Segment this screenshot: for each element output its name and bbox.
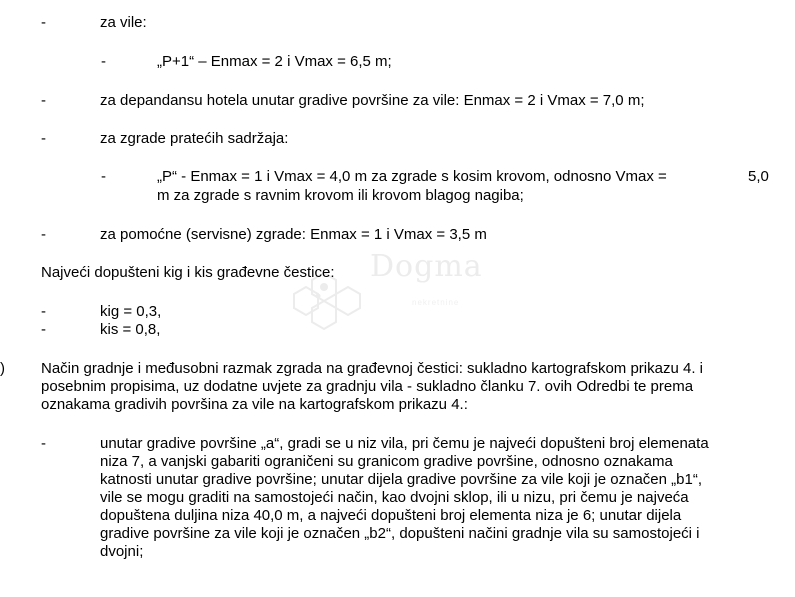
- line-p-zgrade-cont: m za zgrade s ravnim krovom ili krovom blagog nagiba;: [157, 187, 524, 204]
- line-p-zgrade-value: 5,0: [748, 168, 769, 185]
- bullet-text-line: dvojni;: [100, 543, 144, 560]
- line-depandansa: za depandansu hotela unutar gradive površine za vile: Enmax = 2 i Vmax = 7,0 m;: [100, 92, 645, 109]
- bullet: -: [41, 130, 46, 147]
- line-vile: za vile:: [100, 14, 147, 31]
- bullet-text-line: unutar gradive površine „a“, gradi se u niz vila, pri čemu je najveći dopušteni broj elemenata: [100, 435, 709, 452]
- paragraph-line: Način gradnje i međusobni razmak zgrada na građevnoj čestici: sukladno kartografskom prikazu 4. i: [41, 360, 703, 377]
- line-kig: kig = 0,3,: [100, 303, 162, 320]
- paragraph-line: oznakama gradivih površina za vile na kartografskom prikazu 4.:: [41, 396, 468, 413]
- line-kig-kis-heading: Najveći dopušteni kig i kis građevne čestice:: [41, 264, 335, 281]
- bullet: -: [41, 14, 46, 31]
- bullet-text-line: niza 7, a vanjski gabariti ograničeni su granicom gradive površine, odnosno oznakama: [100, 453, 673, 470]
- bullet: -: [41, 303, 46, 320]
- paragraph-marker: ): [0, 360, 5, 377]
- bullet: -: [41, 92, 46, 109]
- bullet: -: [101, 53, 106, 70]
- line-p1-vile: „P+1“ – Enmax = 2 i Vmax = 6,5 m;: [157, 53, 392, 70]
- bullet: -: [41, 321, 46, 338]
- line-p-zgrade: „P“ - Enmax = 1 i Vmax = 4,0 m za zgrade s kosim krovom, odnosno Vmax =: [157, 168, 667, 185]
- bullet-text-line: gradive površine za vile koji je označen „b2“, dopušteni načini gradnje vila su samostojeći i: [100, 525, 700, 542]
- line-prateci-sadrzaji: za zgrade pratećih sadržaja:: [100, 130, 289, 147]
- bullet-text-line: katnosti unutar gradive površine; unutar dijela gradive površine za vile koji je označen „b1“,: [100, 471, 702, 488]
- line-kis: kis = 0,8,: [100, 321, 161, 338]
- bullet: -: [41, 226, 46, 243]
- bullet: -: [41, 435, 46, 452]
- bullet-text-line: vile se mogu graditi na samostojeći način, kao dvojni sklop, ili u nizu, pri čemu je najveća: [100, 489, 689, 506]
- paragraph-line: posebnim propisima, uz dodatne uvjete za gradnju vila - sukladno članku 7. ovih Odredbi te prema: [41, 378, 694, 395]
- bullet-text-line: dopuštena duljina niza 40,0 m, a najveći dopušteni broj elementa niza je 6; unutar dijela: [100, 507, 682, 524]
- watermark-text: Dogma: [370, 249, 483, 284]
- line-pomocne-zgrade: za pomoćne (servisne) zgrade: Enmax = 1 i Vmax = 3,5 m: [100, 226, 487, 243]
- bullet: -: [101, 168, 106, 185]
- watermark-subtext: nekretnine: [412, 298, 460, 307]
